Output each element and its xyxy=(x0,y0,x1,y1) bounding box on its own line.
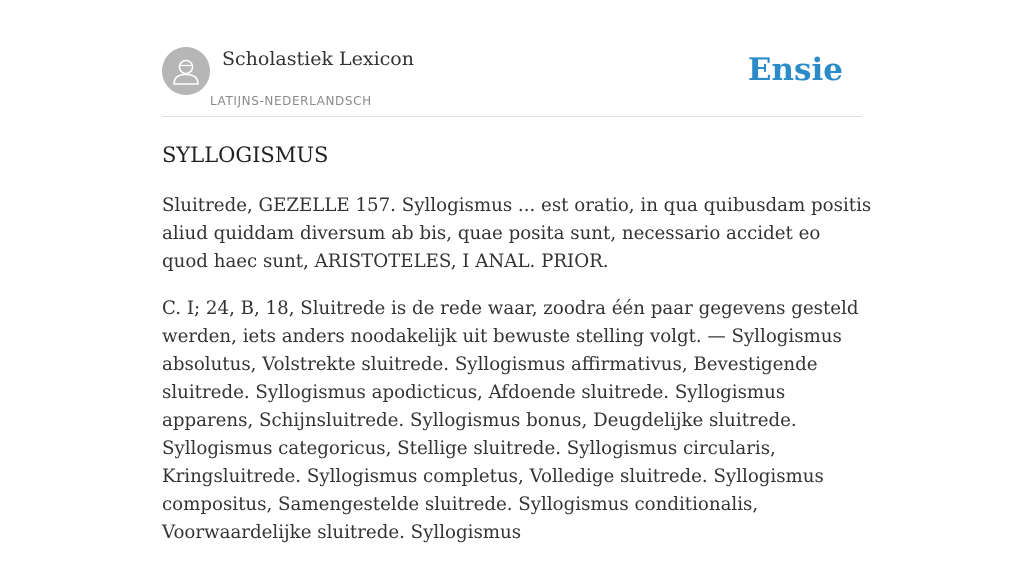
entry-title: SYLLOGISMUS xyxy=(162,143,329,167)
entry-content xyxy=(162,192,872,566)
entry-paragraph: C. I; 24, B, 18, Sluitrede is de rede waar, zoodra één paar gegevens gesteld werden, iets anders noodakelijk uit bewuste stelling volgt. — Syllogismus absolutus, Volstrekte sluitrede. Syllogismus affirmativus, Bevestigende sluitrede. Syllogismus apodicticus, Afdoende sluitrede. Syllogismus apparens, Schijnsluitrede. Syllogismus bonus, Deugdelijke sluitrede. Syllogismus categoricus, Stellige sluitrede. Syllogismus circularis, Kringsluitrede. Syllogismus completus, Volledige sluitrede. Syllogismus compositus, Samengestelde sluitrede. Syllogismus conditionalis, Voorwaardelijke sluitrede. Syllogismus xyxy=(162,298,859,543)
source-subtitle: LATIJNS-NEDERLANDSCH xyxy=(210,94,372,108)
brand-logo[interactable]: Ensie xyxy=(747,52,843,88)
user-avatar-icon xyxy=(162,47,210,95)
entry-paragraph: Sluitrede, GEZELLE 157. Syllogismus ... est oratio, in qua quibusdam positis aliud quiddam diversum ab bis, quae posita sunt, necessario accidet eo quod haec sunt, ARISTOTELES, I ANAL. PRIOR. xyxy=(162,195,872,272)
source-title[interactable]: Scholastiek Lexicon xyxy=(222,48,414,70)
source-header xyxy=(162,47,862,117)
